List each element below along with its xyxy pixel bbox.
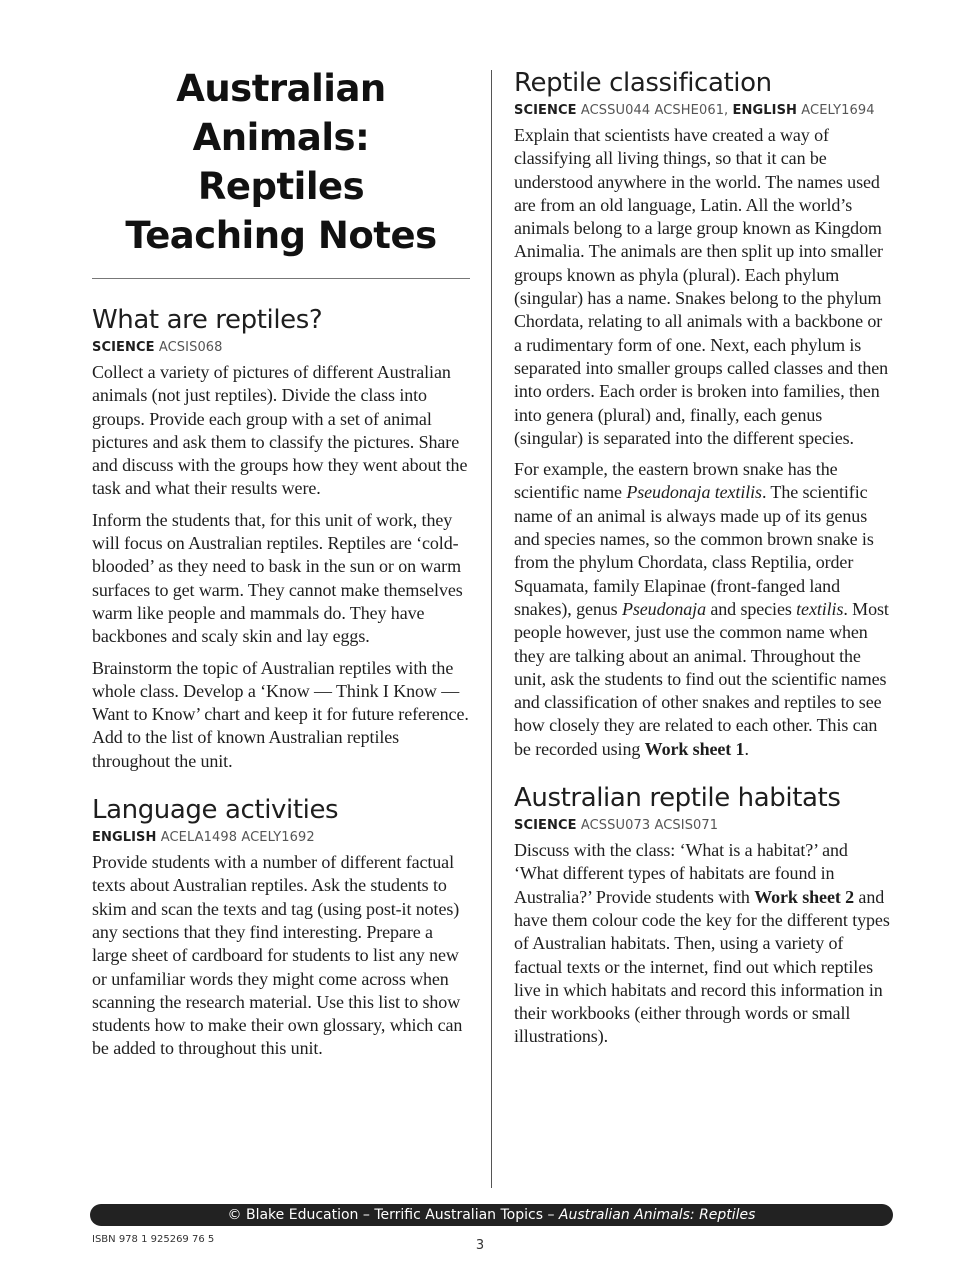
footer-copyright: © Blake Education – Terrific Australian Topics bbox=[227, 1207, 543, 1223]
text-run: . The scientific name of an animal is always made up of its genus and species names, so the common brown snake is from the phylum Chordata, class Reptilia, order Squamata, family Elapinae (front-fanged land snakes), genus bbox=[514, 482, 874, 619]
footer-bar bbox=[90, 1204, 893, 1226]
title-divider bbox=[92, 278, 470, 279]
text-run: Discuss with the class: ‘What is a habitat?’ and ‘What different types of habitats are found in Australia?’ Provide students with bbox=[514, 840, 848, 907]
section-heading: Reptile classification bbox=[514, 68, 772, 98]
section-reptile-classification bbox=[514, 66, 892, 761]
right-column bbox=[514, 66, 892, 1057]
footer-separator: – bbox=[543, 1207, 559, 1223]
page-title bbox=[92, 62, 470, 260]
section-heading: Australian reptile habitats bbox=[514, 783, 841, 814]
curriculum-code: ACSIS068 bbox=[158, 340, 223, 355]
left-column bbox=[92, 62, 470, 1069]
curriculum-code: ACSSU073 ACSIS071 bbox=[580, 818, 719, 834]
curriculum-code: ACSSU044 ACSHE061, bbox=[580, 103, 729, 118]
subject-label: SCIENCE bbox=[514, 818, 577, 834]
curriculum-code: ACELY1694 bbox=[801, 103, 875, 118]
subject-label: SCIENCE bbox=[514, 103, 577, 118]
curriculum-codes bbox=[92, 827, 470, 849]
paragraph: Collect a variety of pictures of different Australian animals (not just reptiles). Divide the class into groups. Provide each group with a set of animal pictures and ask them to classify the pictures. Share and discuss with the groups how they went about the task and what their results were. bbox=[92, 362, 468, 499]
curriculum-code: ACELA1498 ACELY1692 bbox=[160, 830, 315, 846]
paragraph: Explain that scientists have created a way of classifying all living things, so that it can be understood anywhere in the world. The names used are from an old language, Latin. All the world’s animals belong to a large group known as Kingdom Animalia. The animals are then split up into smaller groups known as phyla (plural). Each phylum (singular) has a name. Snakes belong to the phylum Chordata, relating to all animals with a backbone or a rudimentary form of one. Next, each phylum is separated into smaller groups called classes and then into orders. Each order is broken into families, then into genera (plural) and, finally, each genus (singular) is separated into the different species. bbox=[514, 125, 889, 448]
worksheet-reference: Work sheet 1 bbox=[644, 738, 745, 759]
species-name: textilis bbox=[796, 598, 844, 619]
text-run: and have them colour code the key for the different types of Australian habitats. Then, using a variety of factual texts or the internet, find out which reptiles live in which habitats and record this information in their workbooks (either through words or small illustrations). bbox=[514, 886, 890, 1047]
worksheet-reference: Work sheet 2 bbox=[754, 886, 855, 907]
paragraph: Brainstorm the topic of Australian reptiles with the whole class. Develop a ‘Know — Think I Know — Want to Know’ chart and keep it for future reference. Add to the list of known Australian reptiles throughout the unit. bbox=[92, 657, 469, 771]
subject-label: ENGLISH bbox=[732, 103, 798, 118]
text-run: . Most people however, just use the common name when they are talking about an animal. Throughout the unit, ask the students to find out the scientific names and classification of other snakes and reptiles to see how closely they are related to each other. This can be recorded using bbox=[514, 598, 889, 759]
section-reptile-habitats bbox=[514, 781, 892, 1049]
text-run: For example, the eastern brown snake has the scientific name bbox=[514, 459, 838, 503]
title-line-3: Teaching Notes bbox=[125, 214, 437, 257]
paragraph: Provide students with a number of different factual texts about Australian reptiles. Ask the students to skim and scan the texts and tag (using post-it notes) any sections that they find interesting. Prepare a large sheet of cardboard for students to list any new or unfamiliar words they might come across when scanning the research material. Use this list to show students how to make their own glossary, which can be added to throughout this unit. bbox=[92, 852, 463, 1059]
curriculum-codes bbox=[92, 337, 470, 359]
paragraph bbox=[514, 458, 892, 761]
paragraph bbox=[514, 839, 892, 1049]
title-line-2: Reptiles bbox=[197, 165, 365, 208]
section-language-activities bbox=[92, 793, 470, 1061]
title-line-1: Australian Animals: bbox=[176, 67, 386, 159]
curriculum-codes bbox=[514, 100, 892, 122]
paragraph: Inform the students that, for this unit of work, they will focus on Australian reptiles. Reptiles are ‘cold-blooded’ as they need to bask in the sun or on warm surfaces to get warm. They cannot make themselves warm like people and mammals do. They have backbones and scaly skin and lay eggs. bbox=[92, 509, 463, 647]
section-what-are-reptiles bbox=[92, 303, 470, 773]
section-heading: What are reptiles? bbox=[92, 305, 323, 335]
page-number: 3 bbox=[475, 1238, 485, 1253]
text-run: and species bbox=[705, 598, 797, 619]
column-divider bbox=[491, 70, 492, 1188]
isbn: ISBN 978 1 925269 76 5 bbox=[92, 1234, 215, 1245]
subject-label: SCIENCE bbox=[92, 340, 155, 355]
text-run: . bbox=[744, 738, 749, 759]
section-heading: Language activities bbox=[92, 795, 339, 826]
genus-name: Pseudonaja bbox=[621, 598, 706, 619]
curriculum-codes bbox=[514, 815, 892, 837]
subject-label: ENGLISH bbox=[92, 830, 157, 846]
scientific-name: Pseudonaja textilis bbox=[626, 482, 762, 503]
footer-book-title: Australian Animals: Reptiles bbox=[558, 1207, 756, 1223]
